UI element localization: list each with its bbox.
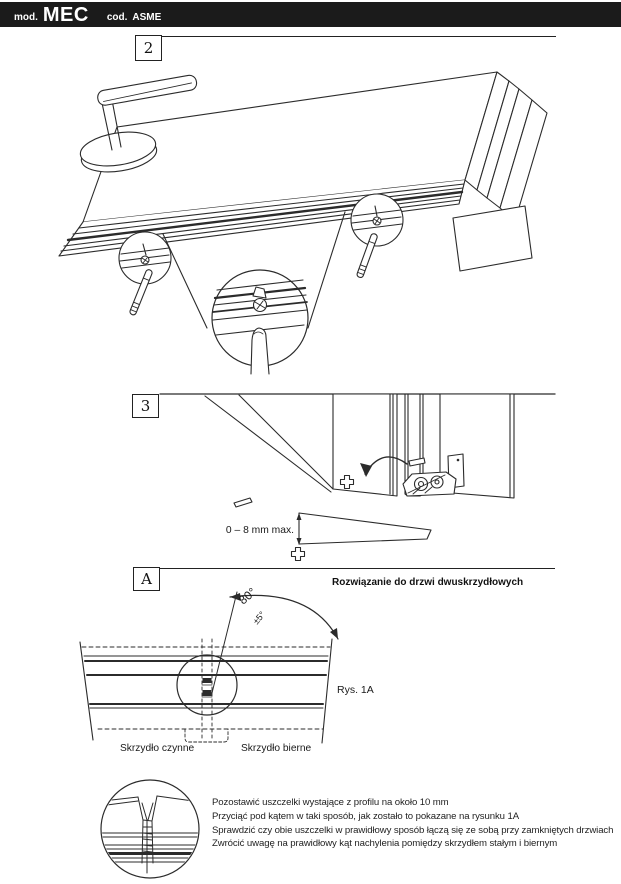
step-a-letter: A	[141, 570, 152, 588]
step-a-title: Rozwiązanie do drzwi dwuskrzydłowych	[332, 577, 524, 588]
step-a-letter-box	[133, 567, 160, 591]
header-bar	[0, 2, 621, 27]
passive-leaf-label: Skrzydło bierne	[241, 743, 312, 754]
step-3-number: 3	[140, 397, 151, 415]
step-a-divider-line	[159, 568, 555, 569]
gasket-strip	[234, 498, 431, 544]
step-3-number-box	[132, 394, 159, 418]
step-2-divider-line	[161, 36, 556, 37]
step-a-illustration	[60, 575, 500, 765]
angle-label: 80°	[235, 584, 259, 608]
step-2-number: 2	[143, 39, 154, 57]
step-2-number-box	[135, 35, 162, 61]
note-line: Pozostawić uszczelki wystające z profilu na około 10 mm	[212, 797, 449, 808]
floor-guide-mechanism	[403, 472, 456, 496]
angle-dimension	[212, 592, 338, 693]
screw-detail-circle	[212, 270, 308, 374]
step-3-illustration	[160, 390, 560, 580]
dimension-label: 0 – 8 mm max.	[225, 525, 294, 536]
note-line: Zwrócić uwagę na prawidłowy kąt nachylenia pomiędzy skrzydłem stałym i biernym	[212, 838, 558, 850]
gasket-junction-lines	[101, 796, 199, 873]
angle-tolerance-label: ±5°	[250, 609, 268, 627]
model-name: MEC	[42, 3, 89, 26]
active-leaf-label: Skrzydło czynne	[120, 743, 195, 754]
code-prefix-label: cod.	[106, 12, 128, 23]
finger-pointer-icon	[251, 328, 269, 374]
note-line: Przyciąć pod kątem w taki sposób, jak zostało to pokazane na rysunku 1A	[212, 810, 519, 822]
figure-ref-label: Rys. 1A	[337, 684, 374, 696]
zoom-wedge-lines	[205, 395, 333, 492]
cross-mark-icon	[292, 548, 305, 561]
model-prefix-label: mod.	[14, 12, 38, 23]
overlap-bracket	[185, 729, 228, 742]
assembly-notes	[212, 796, 613, 851]
note-line: Sprawdzić czy obie uszczelki w prawidłowy sposób łączą się ze sobą przy zamkniętych drzwiach	[212, 824, 614, 836]
gasket-junction-detail	[95, 775, 220, 884]
code-name: ASME	[132, 12, 162, 23]
step-2-illustration	[55, 58, 565, 383]
